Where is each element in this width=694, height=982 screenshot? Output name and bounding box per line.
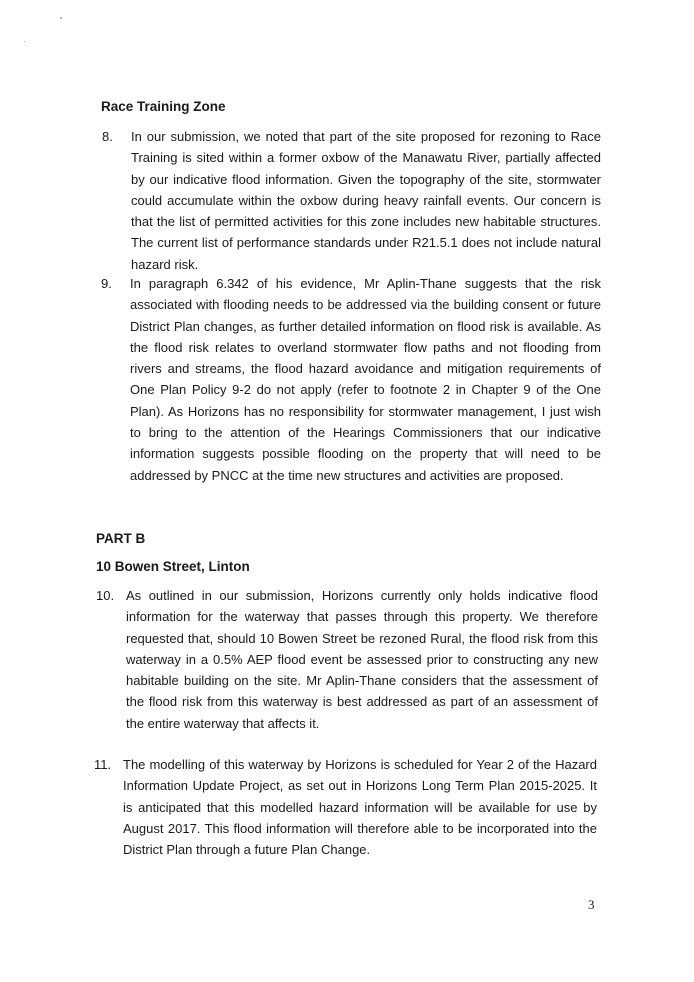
paragraph-number-11: 11. [94, 757, 112, 772]
scan-speck [60, 17, 62, 19]
paragraph-number-10: 10. [96, 588, 115, 603]
section-heading-bowen-street: 10 Bowen Street, Linton [96, 559, 250, 574]
section-heading-part-b: PART B [96, 531, 146, 546]
paragraph-11: The modelling of this waterway by Horizons is scheduled for Year 2 of the Hazard Information Update Project, as set out in Horizons Long Term Plan 2015-2025. It is anticipated that this modelled hazard information will be available for use by August 2017. This flood information will therefore able to be incorporated into the District Plan through a future Plan Change. [123, 757, 597, 858]
paragraph-number-9: 9. [101, 276, 112, 291]
scan-speck [24, 41, 25, 42]
paragraph-9: In paragraph 6.342 of his evidence, Mr Aplin-Thane suggests that the risk associated with flooding needs to be addressed via the building consent or future District Plan changes, as further detailed information on flood risk is available. As the flood risk relates to overland stormwater flow paths and not flooding from rivers and streams, the flood hazard avoidance and mitigation requirements of One Plan Policy 9-2 do not apply (refer to footnote 2 in Chapter 9 of the One Plan). As Horizons has no responsibility for stormwater management, I just wish to bring to the attention of the Hearings Commissioners that our indicative information suggests possible flooding on the property that will need to be addressed by PNCC at the time new structures and activities are proposed. [130, 276, 601, 483]
paragraph-8: In our submission, we noted that part of the site proposed for rezoning to Race Training is sited within a former oxbow of the Manawatu River, partially affected by our indicative flood information. Given the topography of the site, stormwater could accumulate within the oxbow during heavy rainfall events. Our concern is that the list of permitted activities for this zone includes new habitable structures. The current list of performance standards under R21.5.1 does not include natural hazard risk. [131, 129, 601, 272]
paragraph-number-8: 8. [102, 129, 113, 144]
page-number: 3 [588, 897, 595, 912]
paragraph-10: As outlined in our submission, Horizons currently only holds indicative flood information for the waterway that passes through this property. We therefore requested that, should 10 Bowen Street be rezoned Rural, the flood risk from this waterway in a 0.5% AEP flood event be assessed prior to constructing any new habitable building on the site. Mr Aplin-Thane considers that the assessment of the flood risk from this waterway is best addressed as part of an assessment of the entire waterway that affects it. [126, 588, 598, 731]
section-heading-race-training-zone: Race Training Zone [101, 99, 226, 114]
